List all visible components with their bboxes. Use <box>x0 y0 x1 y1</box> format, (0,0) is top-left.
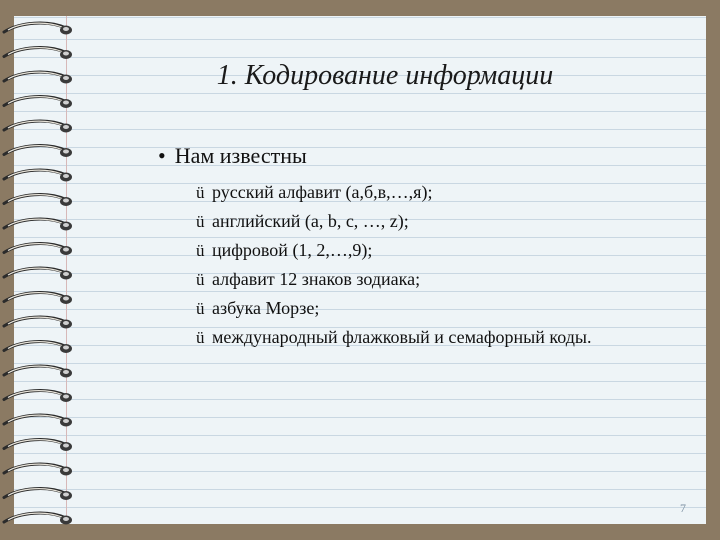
spiral-ring-icon <box>4 317 72 328</box>
list-item <box>196 178 591 207</box>
spiral-ring-icon <box>4 513 72 524</box>
checkmark-icon: ü <box>196 183 205 202</box>
bullet-heading <box>158 143 307 169</box>
list-item-text: русский алфавит (а,б,в,…,я); <box>212 182 433 202</box>
spiral-ring-icon <box>4 244 72 255</box>
list-item <box>196 265 591 294</box>
list-item-text: алфавит 12 знаков зодиака; <box>212 269 421 289</box>
spiral-ring-icon <box>4 342 72 353</box>
spiral-ring-icon <box>4 170 72 181</box>
checkmark-icon: ü <box>196 270 205 289</box>
slide-title: 1. Кодирование информации <box>216 60 554 91</box>
spiral-ring-icon <box>4 391 72 402</box>
checkmark-icon: ü <box>196 299 205 318</box>
spiral-ring-icon <box>4 366 72 377</box>
list-item-text: цифровой (1, 2,…,9); <box>212 240 373 260</box>
spiral-ring-icon <box>4 121 72 132</box>
spiral-ring-icon <box>4 268 72 279</box>
list-item <box>196 236 591 265</box>
spiral-ring-icon <box>4 415 72 426</box>
list-item <box>196 207 591 236</box>
spiral-ring-icon <box>4 293 72 304</box>
bullet-heading-text: Нам известны <box>174 143 307 168</box>
spiral-ring-icon <box>4 23 72 34</box>
checkmark-icon: ü <box>196 328 205 347</box>
checkmark-icon: ü <box>196 212 205 231</box>
spiral-ring-icon <box>4 195 72 206</box>
list-item-text: азбука Морзе; <box>212 298 320 318</box>
bullet-dot: • <box>158 143 166 168</box>
list-item <box>196 294 591 323</box>
list-item-text: английский (a, b, c, …, z); <box>212 211 409 231</box>
alphabet-list <box>196 178 591 352</box>
spiral-ring-icon <box>4 489 72 500</box>
spiral-ring-icon <box>4 97 72 108</box>
spiral-ring-icon <box>4 440 72 451</box>
page-number: 7 <box>680 501 686 515</box>
list-item <box>196 323 591 352</box>
list-item-text: международный флажковый и семафорный коды. <box>212 327 592 347</box>
checkmark-icon: ü <box>196 241 205 260</box>
spiral-ring-icon <box>4 72 72 83</box>
spiral-ring-icon <box>4 48 72 59</box>
spiral-ring-icon <box>4 219 72 230</box>
spiral-ring-icon <box>4 464 72 475</box>
spiral-binding <box>0 18 80 528</box>
spiral-ring-icon <box>4 146 72 157</box>
